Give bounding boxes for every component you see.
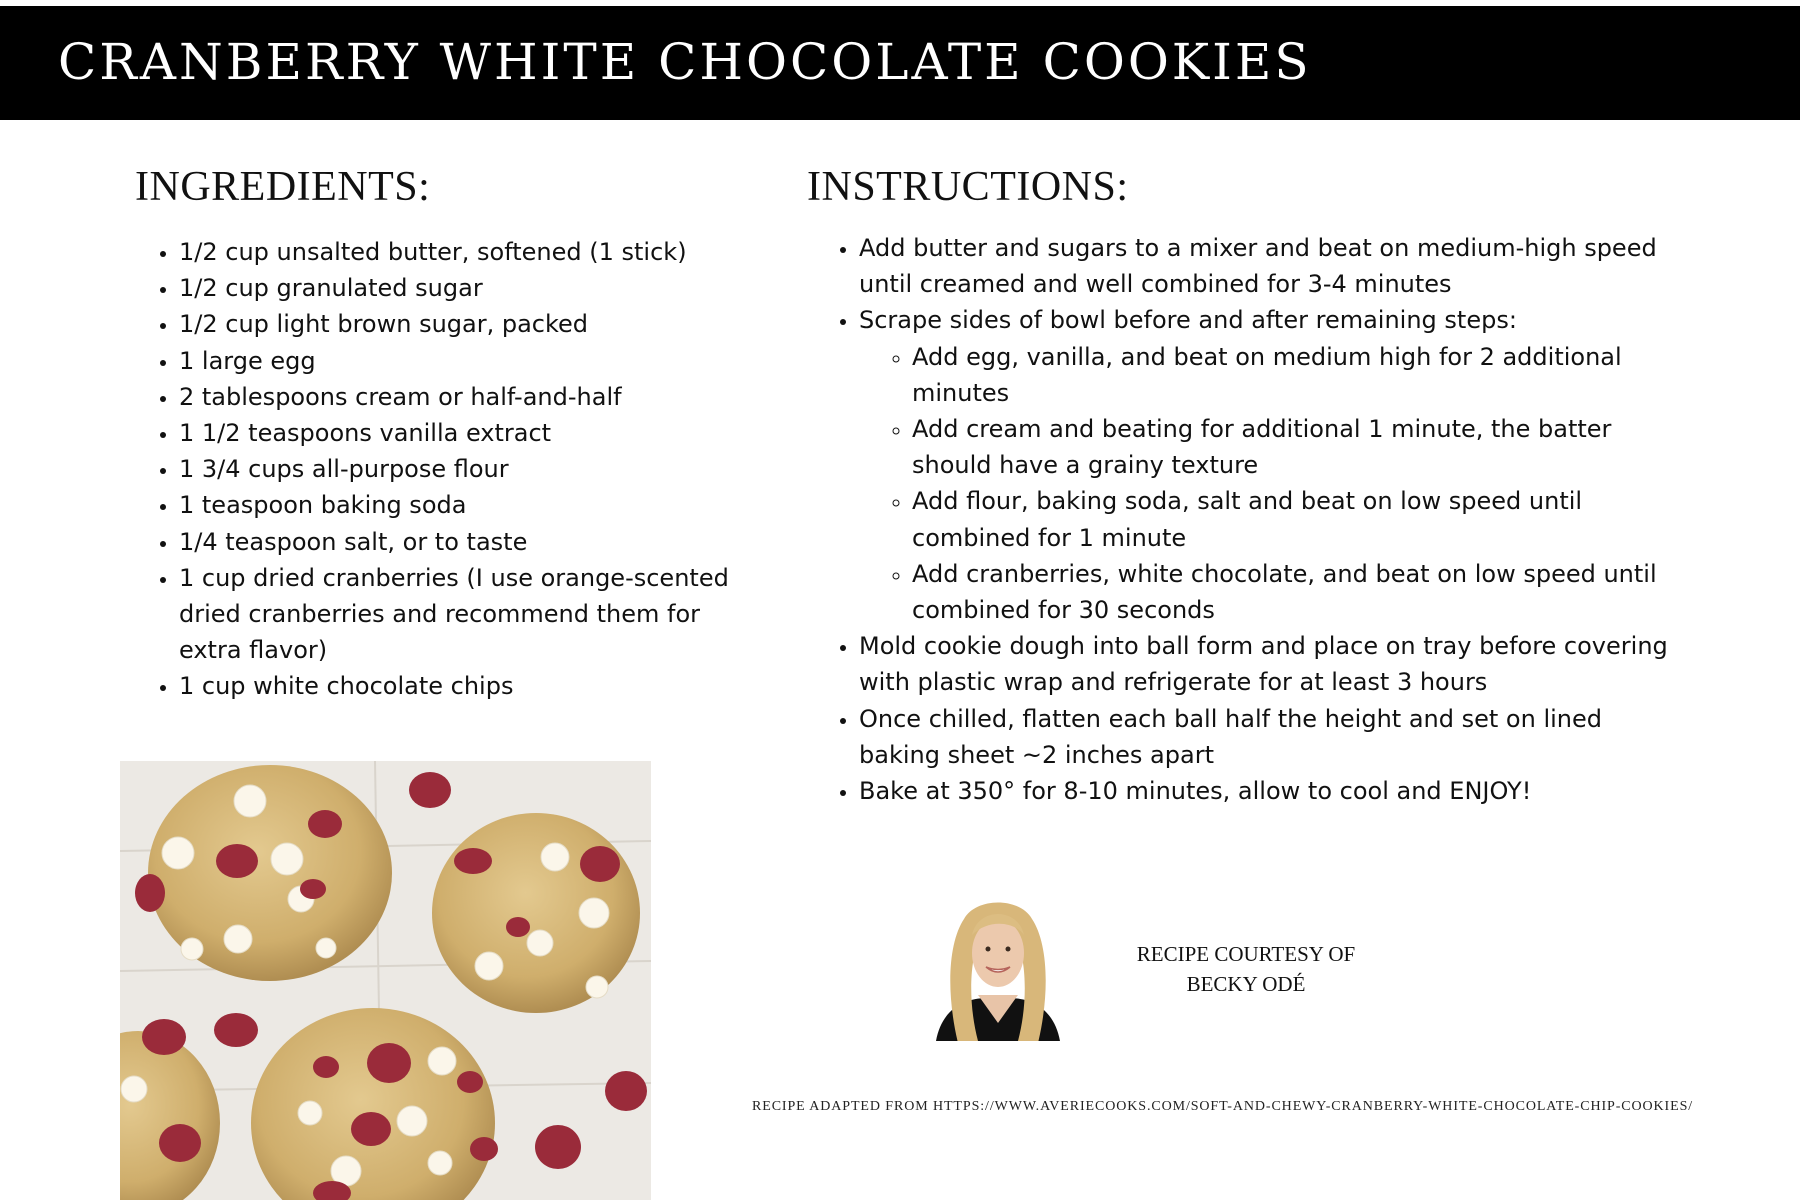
instruction-step (859, 628, 1689, 700)
ingredient-item: • 1/2 cup light brown sugar, packed (179, 306, 739, 342)
instruction-substep: ◦ Add cranberries, white chocolate, and beat on low speed until combined for 30 seconds (912, 556, 1689, 628)
instruction-text: Add butter and sugars to a mixer and beat on medium-high speed until creamed and well combined for 3-4 minutes (859, 234, 1657, 299)
ingredient-item: • 1 cup dried cranberries (I use orange-scented dried cranberries and recommend them for extra flavor) (179, 560, 739, 669)
instruction-text: Scrape sides of bowl before and after remaining steps: (859, 306, 1517, 335)
cookies-photo (120, 761, 651, 1200)
source-url: RECIPE ADAPTED FROM HTTPS://WWW.AVERIECOOKS.COM/SOFT-AND-CHEWY-CRANBERRY-WHITE-CHOCOLATE-CHIP-COOKIES/ (752, 1099, 1694, 1114)
instruction-text: Mold cookie dough into ball form and place on tray before covering with plastic wrap and refrigerate for at least 3 hours (859, 632, 1668, 697)
ingredient-item: • 1/4 teaspoon salt, or to taste (179, 524, 739, 560)
ingredient-item: • 1 1/2 teaspoons vanilla extract (179, 415, 739, 451)
instructions-list (859, 230, 1689, 809)
credit-line-1: RECIPE COURTESY OF (1136, 942, 1356, 966)
instructions-heading: INSTRUCTIONS: (807, 164, 1129, 210)
instruction-step (859, 230, 1689, 302)
instruction-text: Bake at 350° for 8-10 minutes, allow to cool and ENJOY! (859, 777, 1532, 806)
credit-line-2: BECKY ODÉ (1186, 972, 1306, 996)
recipe-title: CRANBERRY WHITE CHOCOLATE COOKIES (58, 33, 1312, 91)
recipe-credit (1106, 939, 1386, 999)
instruction-substep: ◦ Add egg, vanilla, and beat on medium high for 2 additional minutes (912, 339, 1689, 411)
instruction-step (859, 773, 1689, 809)
ingredient-item: • 2 tablespoons cream or half-and-half (179, 379, 739, 415)
author-photo (918, 883, 1078, 1041)
instruction-text: Once chilled, flatten each ball half the height and set on lined baking sheet ~2 inches apart (859, 704, 1602, 769)
instruction-substeps (912, 339, 1689, 629)
instruction-substep: ◦ Add cream and beating for additional 1 minute, the batter should have a grainy texture (912, 411, 1689, 483)
instruction-step (859, 302, 1689, 628)
ingredient-item: • 1 large egg (179, 343, 739, 379)
ingredients-heading: INGREDIENTS: (135, 164, 431, 210)
title-bar (0, 6, 1800, 120)
ingredient-item: • 1/2 cup granulated sugar (179, 270, 739, 306)
ingredients-list (179, 234, 739, 705)
instruction-substep: ◦ Add flour, baking soda, salt and beat on low speed until combined for 1 minute (912, 483, 1689, 555)
instruction-step (859, 701, 1689, 773)
ingredient-item: • 1 3/4 cups all-purpose flour (179, 451, 739, 487)
ingredient-item: • 1 cup white chocolate chips (179, 668, 739, 704)
ingredient-item: • 1 teaspoon baking soda (179, 487, 739, 523)
ingredient-item: • 1/2 cup unsalted butter, softened (1 stick) (179, 234, 739, 270)
